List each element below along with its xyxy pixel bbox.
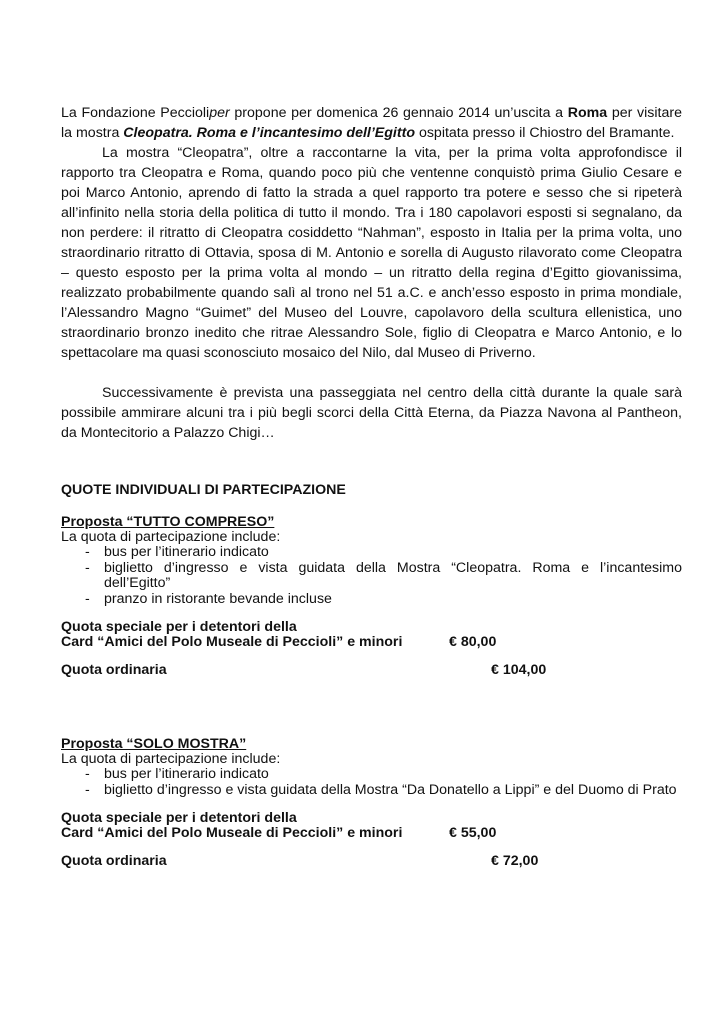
special-price-value: € 80,00 <box>449 634 497 650</box>
list-item-text: biglietto d’ingresso e vista guidata della Mostra “Da Donatello a Lippi” e del Duomo di Prato <box>104 782 677 798</box>
ordinary-price-value: € 104,00 <box>491 662 547 678</box>
intro-paragraph-1 <box>61 103 682 143</box>
list-item-text: bus per l’itinerario indicato <box>104 766 269 782</box>
proposal-title: Proposta “TUTTO COMPRESO” <box>61 514 275 530</box>
price-block <box>61 620 682 678</box>
includes-list <box>61 767 682 798</box>
special-price-line-1 <box>61 620 682 635</box>
bullet-dash: - <box>85 544 90 560</box>
price-block <box>61 811 682 869</box>
special-price-label: Card “Amici del Polo Museale di Peccioli” e minori <box>61 825 403 841</box>
intro-text: La Fondazione Peccioli <box>61 105 210 121</box>
special-price-line-2 <box>61 635 682 650</box>
exhibition-title: Cleopatra. Roma e l’incantesimo dell’Egitto <box>123 125 415 141</box>
list-item <box>61 545 682 560</box>
special-price-label: Quota speciale per i detentori della <box>61 810 297 826</box>
list-item-text: bus per l’itinerario indicato <box>104 544 269 560</box>
list-item <box>61 592 682 607</box>
intro-text: propone per domenica 26 gennaio 2014 un’uscita a <box>229 105 568 121</box>
list-item <box>61 561 682 591</box>
intro-italic-per: per <box>209 105 230 121</box>
special-price-label: Quota speciale per i detentori della <box>61 619 297 635</box>
proposal-solo-mostra <box>61 737 682 869</box>
proposal-title: Proposta “SOLO MOSTRA” <box>61 736 247 752</box>
section-heading: QUOTE INDIVIDUALI DI PARTECIPAZIONE <box>61 482 346 498</box>
includes-list <box>61 545 682 607</box>
list-item-text: pranzo in ristorante bevande incluse <box>104 591 332 607</box>
document-page <box>61 103 682 869</box>
intro-text: ospitata presso il Chiostro del Bramante. <box>415 125 675 141</box>
destination-roma: Roma <box>567 105 608 121</box>
bullet-dash: - <box>85 766 90 782</box>
bullet-dash: - <box>85 560 90 576</box>
proposal-tutto-compreso <box>61 515 682 678</box>
list-item-text: biglietto d’ingresso e vista guidata della Mostra “Cleopatra. Roma e l’incantesimo dell’Egitto” <box>104 560 682 591</box>
list-item <box>61 767 682 782</box>
list-item <box>61 783 682 798</box>
intro-paragraph-2: La mostra “Cleopatra”, oltre a raccontarne la vita, per la prima volta approfondisce il rapporto tra Cleopatra e Roma, quando poco più che ventenne conquistò prima Giulio Cesare e poi Marco Antonio, aprendo di fatto la strada a quel rapporto tra potere e sesso che si ripeterà all’infinito nella storia della politica di tutto il mondo. Tra i 180 capolavori esposti si segnalano, da non perdere: il ritratto di Cleopatra cosiddetto “Nahman”, esposto in Italia per la prima volta, uno straordinario ritratto di Ottavia, sposa di M. Antonio e sorella di Augusto rilavorato come Cleopatra – questo esposto per la prima volta al mondo – un ritratto della regina d’Egitto giovanissima, realizzato probabilmente quando salì al trono nel 51 a.C. e anch’esso esposto in prima mondiale, l’Alessandro Magno “Guimet” del Museo del Louvre, capolavoro della scultura ellenistica, uno straordinario bronzo inedito che ritrae Alessandro Sole, figlio di Cleopatra e Marco Antonio, e lo spettacolare ma quasi sconosciuto mosaico del Nilo, dal Museo di Priverno. <box>61 145 682 361</box>
includes-label: La quota di partecipazione include: <box>61 529 281 545</box>
bullet-dash: - <box>85 782 90 798</box>
ordinary-price-label: Quota ordinaria <box>61 662 167 678</box>
special-price-line-1 <box>61 811 682 826</box>
bullet-dash: - <box>85 591 90 607</box>
ordinary-price-line <box>61 663 682 678</box>
special-price-value: € 55,00 <box>449 825 497 841</box>
ordinary-price-line <box>61 854 682 869</box>
includes-label: La quota di partecipazione include: <box>61 751 281 767</box>
ordinary-price-label: Quota ordinaria <box>61 853 167 869</box>
ordinary-price-value: € 72,00 <box>491 853 539 869</box>
special-price-line-2 <box>61 826 682 841</box>
intro-text: per visitare la mostra <box>61 105 682 141</box>
special-price-label: Card “Amici del Polo Museale di Peccioli” e minori <box>61 634 403 650</box>
intro-paragraph-3: Successivamente è prevista una passeggiata nel centro della città durante la quale sarà possibile ammirare alcuni tra i più begli scorci della Città Eterna, da Piazza Navona al Pantheon, da Montecitorio a Palazzo Chigi… <box>61 385 682 441</box>
